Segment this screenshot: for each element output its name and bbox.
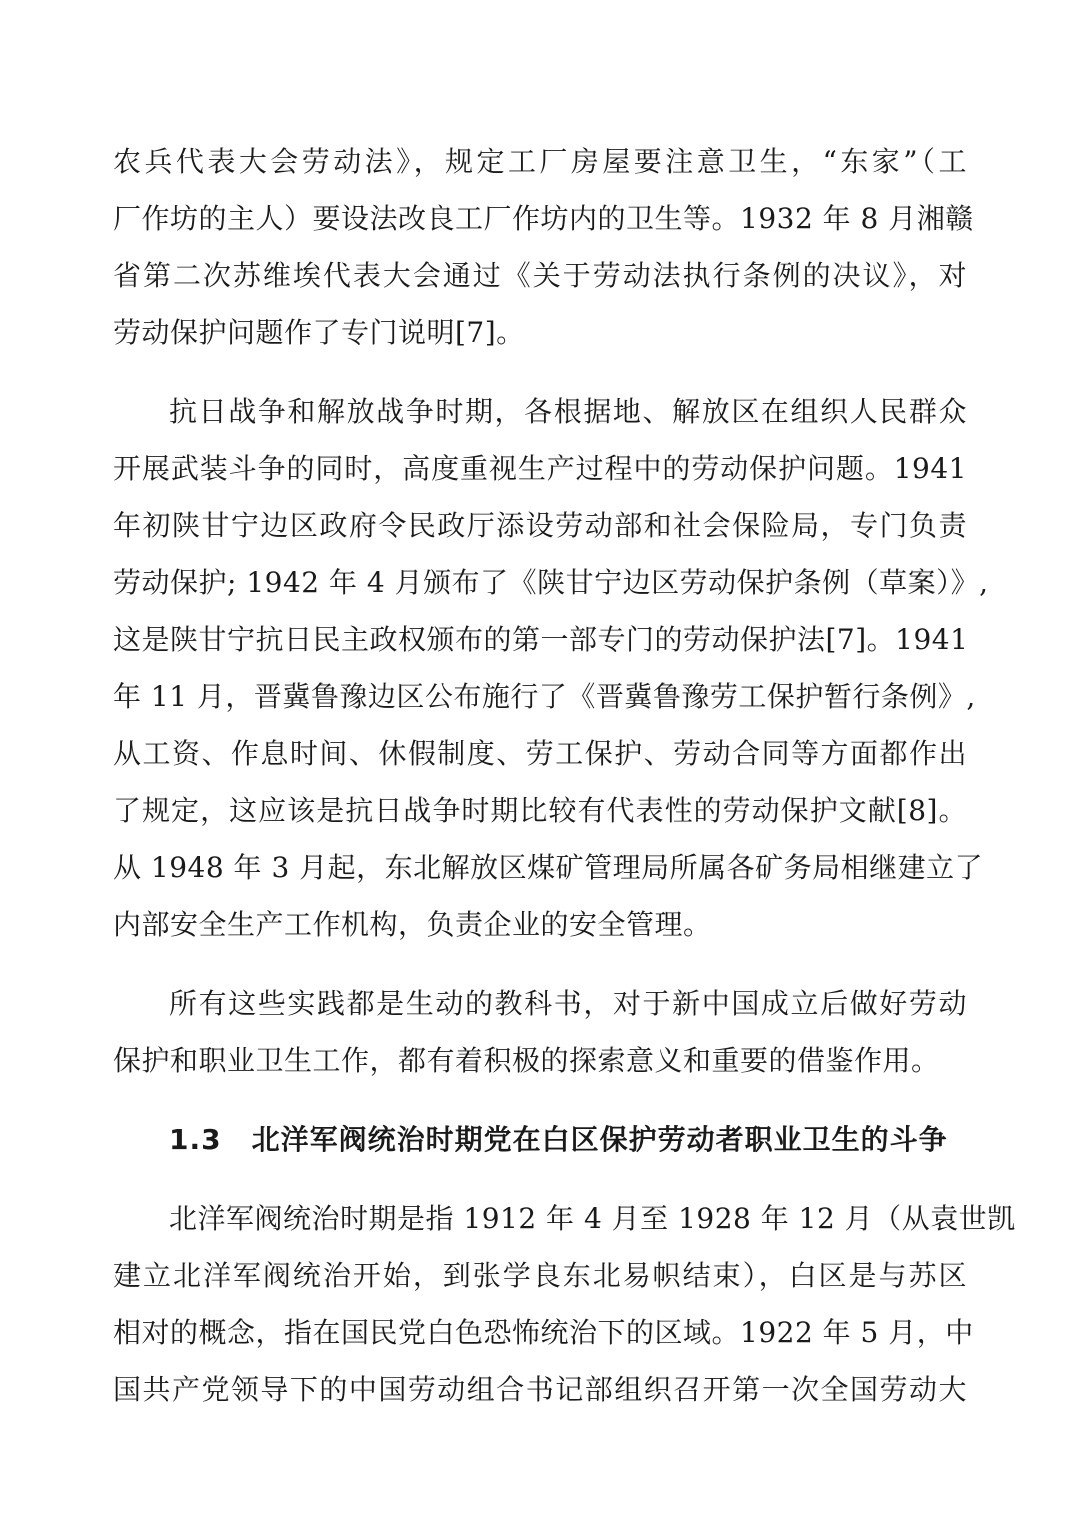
text-line: 从工资、作息时间、休假制度、劳工保护、劳动合同等方面都作出 xyxy=(113,737,967,770)
paragraph-2 xyxy=(113,383,989,953)
document-body xyxy=(113,133,1016,1418)
text-line: 所有这些实践都是生动的教科书，对于新中国成立后做好劳动 xyxy=(169,987,967,1020)
text-line: 建立北洋军阀统治开始，到张学良东北易帜结束），白区是与苏区 xyxy=(113,1259,967,1292)
paragraph-1 xyxy=(113,133,974,361)
paragraph-gap xyxy=(113,953,967,975)
text-line: 抗日战争和解放战争时期，各根据地、解放区在组织人民群众 xyxy=(169,395,967,428)
text-line: 年初陕甘宁边区政府令民政厅添设劳动部和社会保险局，专门负责 xyxy=(113,509,967,542)
section-paragraph xyxy=(113,1190,1016,1418)
text-line: 省第二次苏维埃代表大会通过《关于劳动法执行条例的决议》，对 xyxy=(113,259,967,292)
text-line: 内部安全生产工作机构，负责企业的安全管理。 xyxy=(113,908,712,941)
text-line: 劳动保护问题作了专门说明[7]。 xyxy=(113,316,525,349)
text-line: 开展武装斗争的同时，高度重视生产过程中的劳动保护问题。1941 xyxy=(113,452,967,485)
text-line: 相对的概念，指在国民党白色恐怖统治下的区域。1922 年 5 月，中 xyxy=(113,1316,974,1349)
text-line: 国共产党领导下的中国劳动组合书记部组织召开第一次全国劳动大 xyxy=(113,1373,967,1406)
paragraph-gap xyxy=(113,361,967,383)
section-heading xyxy=(113,1111,967,1168)
text-line: 劳动保护; 1942 年 4 月颁布了《陕甘宁边区劳动保护条例（草案）》, xyxy=(113,566,989,599)
text-line: 从 1948 年 3 月起，东北解放区煤矿管理局所属各矿务局相继建立了 xyxy=(113,851,984,884)
text-line: 北洋军阀统治时期是指 1912 年 4 月至 1928 年 12 月（从袁世凯 xyxy=(169,1202,1016,1235)
section-title: 北洋军阀统治时期党在白区保护劳动者职业卫生的斗争 xyxy=(251,1123,948,1156)
text-line: 厂作坊的主人）要设法改良工厂作坊内的卫生等。1932 年 8 月湘赣 xyxy=(113,202,974,235)
section-number: 1.3 xyxy=(169,1123,222,1156)
text-line: 保护和职业卫生工作，都有着积极的探索意义和重要的借鉴作用。 xyxy=(113,1044,940,1077)
paragraph-gap xyxy=(113,1089,967,1111)
paragraph-3 xyxy=(113,975,967,1089)
text-line: 年 11 月，晋冀鲁豫边区公布施行了《晋冀鲁豫劳工保护暂行条例》, xyxy=(113,680,976,713)
paragraph-gap xyxy=(113,1168,967,1190)
text-line: 农兵代表大会劳动法》，规定工厂房屋要注意卫生，“东家”（工 xyxy=(113,145,967,178)
text-line: 了规定，这应该是抗日战争时期比较有代表性的劳动保护文献[8]。 xyxy=(113,794,967,827)
text-line: 这是陕甘宁抗日民主政权颁布的第一部专门的劳动保护法[7]。1941 xyxy=(113,623,969,656)
